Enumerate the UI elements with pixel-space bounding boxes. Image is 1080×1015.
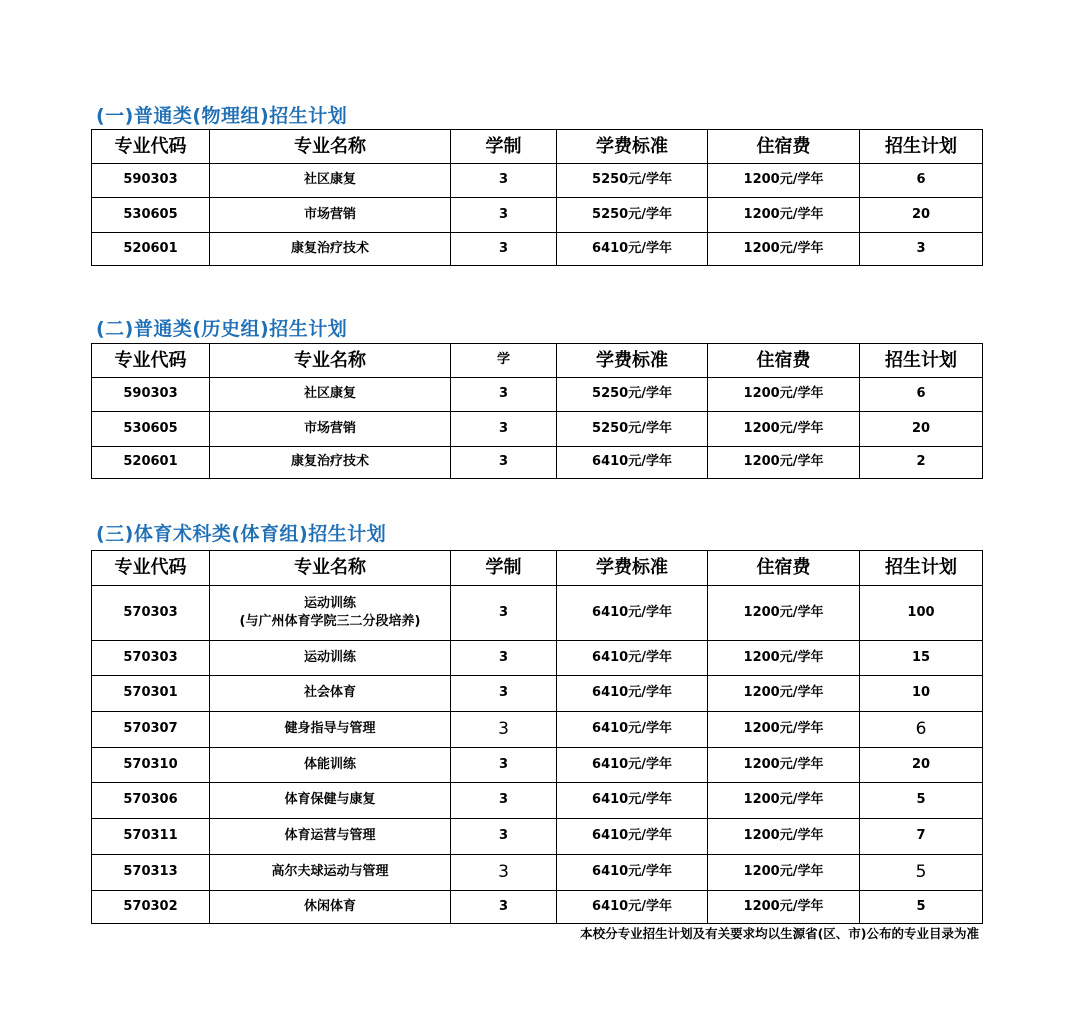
- cell-name: 市场营销: [210, 412, 451, 447]
- cell-years: 3: [451, 164, 557, 198]
- cell-tuition: 6410元/学年: [557, 783, 708, 819]
- cell-years: 3: [451, 641, 557, 676]
- cell-tuition: 6410元/学年: [557, 676, 708, 712]
- cell-name: 运动训练: [210, 641, 451, 676]
- cell-dorm: 1200元/学年: [708, 412, 860, 447]
- cell-years: 3: [451, 586, 557, 641]
- header-years: 学制: [451, 130, 557, 164]
- header-name: 专业名称: [210, 344, 451, 378]
- cell-code: 520601: [92, 447, 210, 479]
- cell-code: 570302: [92, 891, 210, 924]
- table-header-row: [92, 344, 983, 378]
- table-row: [92, 783, 983, 819]
- cell-name: 体育运营与管理: [210, 819, 451, 855]
- header-plan: 招生计划: [860, 344, 983, 378]
- cell-plan: 15: [860, 641, 983, 676]
- header-years: 学: [451, 344, 557, 378]
- table-row: [92, 586, 983, 641]
- cell-tuition: 6410元/学年: [557, 233, 708, 266]
- cell-plan: 100: [860, 586, 983, 641]
- cell-dorm: 1200元/学年: [708, 198, 860, 233]
- cell-plan: 6: [860, 712, 983, 748]
- section-title-physics: (一)普通类(物理组)招生计划: [96, 105, 348, 127]
- cell-tuition: 6410元/学年: [557, 891, 708, 924]
- cell-dorm: 1200元/学年: [708, 819, 860, 855]
- cell-code: 570303: [92, 586, 210, 641]
- cell-name: 社区康复: [210, 378, 451, 412]
- table-row: [92, 891, 983, 924]
- cell-name: 高尔夫球运动与管理: [210, 855, 451, 891]
- cell-years: 3: [451, 819, 557, 855]
- table-row: [92, 855, 983, 891]
- cell-tuition: 6410元/学年: [557, 586, 708, 641]
- footnote: 本校分专业招生计划及有关要求均以生源省(区、市)公布的专业目录为准: [580, 926, 979, 941]
- cell-dorm: 1200元/学年: [708, 712, 860, 748]
- cell-dorm: 1200元/学年: [708, 641, 860, 676]
- cell-plan: 5: [860, 891, 983, 924]
- cell-plan: 10: [860, 676, 983, 712]
- cell-dorm: 1200元/学年: [708, 783, 860, 819]
- cell-tuition: 6410元/学年: [557, 641, 708, 676]
- cell-plan: 6: [860, 164, 983, 198]
- cell-dorm: 1200元/学年: [708, 855, 860, 891]
- cell-code: 570307: [92, 712, 210, 748]
- header-name: 专业名称: [210, 551, 451, 586]
- cell-code: 520601: [92, 233, 210, 266]
- table-row: [92, 676, 983, 712]
- cell-plan: 7: [860, 819, 983, 855]
- table-row: [92, 412, 983, 447]
- cell-plan: 3: [860, 233, 983, 266]
- cell-code: 530605: [92, 412, 210, 447]
- cell-plan: 2: [860, 447, 983, 479]
- cell-dorm: 1200元/学年: [708, 447, 860, 479]
- cell-dorm: 1200元/学年: [708, 676, 860, 712]
- cell-tuition: 5250元/学年: [557, 412, 708, 447]
- table-row: [92, 447, 983, 479]
- cell-plan: 20: [860, 412, 983, 447]
- header-dorm: 住宿费: [708, 551, 860, 586]
- table-header-row: [92, 551, 983, 586]
- cell-years: 3: [451, 233, 557, 266]
- table-row: [92, 198, 983, 233]
- header-name: 专业名称: [210, 130, 451, 164]
- cell-years: 3: [451, 676, 557, 712]
- header-years: 学制: [451, 551, 557, 586]
- plan-table-physics: [91, 129, 983, 266]
- cell-name: 社会体育: [210, 676, 451, 712]
- header-code: 专业代码: [92, 130, 210, 164]
- cell-code: 530605: [92, 198, 210, 233]
- cell-years: 3: [451, 748, 557, 783]
- header-code: 专业代码: [92, 551, 210, 586]
- cell-dorm: 1200元/学年: [708, 891, 860, 924]
- cell-code: 570301: [92, 676, 210, 712]
- cell-plan: 6: [860, 378, 983, 412]
- cell-name: 体育保健与康复: [210, 783, 451, 819]
- cell-code: 570306: [92, 783, 210, 819]
- cell-years: 3: [451, 712, 557, 748]
- table-header-row: [92, 130, 983, 164]
- cell-name: 健身指导与管理: [210, 712, 451, 748]
- cell-tuition: 6410元/学年: [557, 819, 708, 855]
- cell-code: 570311: [92, 819, 210, 855]
- cell-tuition: 5250元/学年: [557, 378, 708, 412]
- cell-name: 休闲体育: [210, 891, 451, 924]
- cell-dorm: 1200元/学年: [708, 748, 860, 783]
- cell-years: 3: [451, 412, 557, 447]
- table-row: [92, 712, 983, 748]
- table-row: [92, 233, 983, 266]
- cell-tuition: 6410元/学年: [557, 855, 708, 891]
- cell-name-line1: 运动训练: [303, 595, 356, 611]
- header-plan: 招生计划: [860, 130, 983, 164]
- cell-name: 市场营销: [210, 198, 451, 233]
- cell-code: 590303: [92, 164, 210, 198]
- section-title-history: (二)普通类(历史组)招生计划: [96, 318, 348, 340]
- cell-code: 570310: [92, 748, 210, 783]
- cell-dorm: 1200元/学年: [708, 378, 860, 412]
- cell-name: 体能训练: [210, 748, 451, 783]
- table-row: [92, 819, 983, 855]
- cell-code: 570313: [92, 855, 210, 891]
- table-row: [92, 748, 983, 783]
- cell-plan: 20: [860, 198, 983, 233]
- cell-tuition: 6410元/学年: [557, 748, 708, 783]
- header-tuition: 学费标准: [557, 551, 708, 586]
- cell-years: 3: [451, 378, 557, 412]
- cell-tuition: 6410元/学年: [557, 447, 708, 479]
- cell-name: 康复治疗技术: [210, 233, 451, 266]
- plan-table-history: [91, 343, 983, 479]
- cell-tuition: 5250元/学年: [557, 198, 708, 233]
- header-code: 专业代码: [92, 344, 210, 378]
- cell-dorm: 1200元/学年: [708, 164, 860, 198]
- plan-table-sports: [91, 550, 983, 924]
- cell-plan: 5: [860, 855, 983, 891]
- cell-years: 3: [451, 447, 557, 479]
- cell-code: 590303: [92, 378, 210, 412]
- header-dorm: 住宿费: [708, 130, 860, 164]
- cell-code: 570303: [92, 641, 210, 676]
- cell-plan: 5: [860, 783, 983, 819]
- cell-years: 3: [451, 855, 557, 891]
- table-row: [92, 378, 983, 412]
- header-plan: 招生计划: [860, 551, 983, 586]
- cell-name-line2: (与广州体育学院三二分段培养): [239, 614, 421, 629]
- cell-years: 3: [451, 198, 557, 233]
- cell-name: [210, 586, 451, 641]
- table-row: [92, 164, 983, 198]
- cell-years: 3: [451, 783, 557, 819]
- cell-tuition: 6410元/学年: [557, 712, 708, 748]
- header-tuition: 学费标准: [557, 344, 708, 378]
- cell-years: 3: [451, 891, 557, 924]
- section-title-sports: (三)体育术科类(体育组)招生计划: [96, 523, 387, 545]
- header-dorm: 住宿费: [708, 344, 860, 378]
- cell-tuition: 5250元/学年: [557, 164, 708, 198]
- cell-plan: 20: [860, 748, 983, 783]
- cell-name: 社区康复: [210, 164, 451, 198]
- cell-name: 康复治疗技术: [210, 447, 451, 479]
- table-row: [92, 641, 983, 676]
- cell-dorm: 1200元/学年: [708, 233, 860, 266]
- cell-dorm: 1200元/学年: [708, 586, 860, 641]
- header-tuition: 学费标准: [557, 130, 708, 164]
